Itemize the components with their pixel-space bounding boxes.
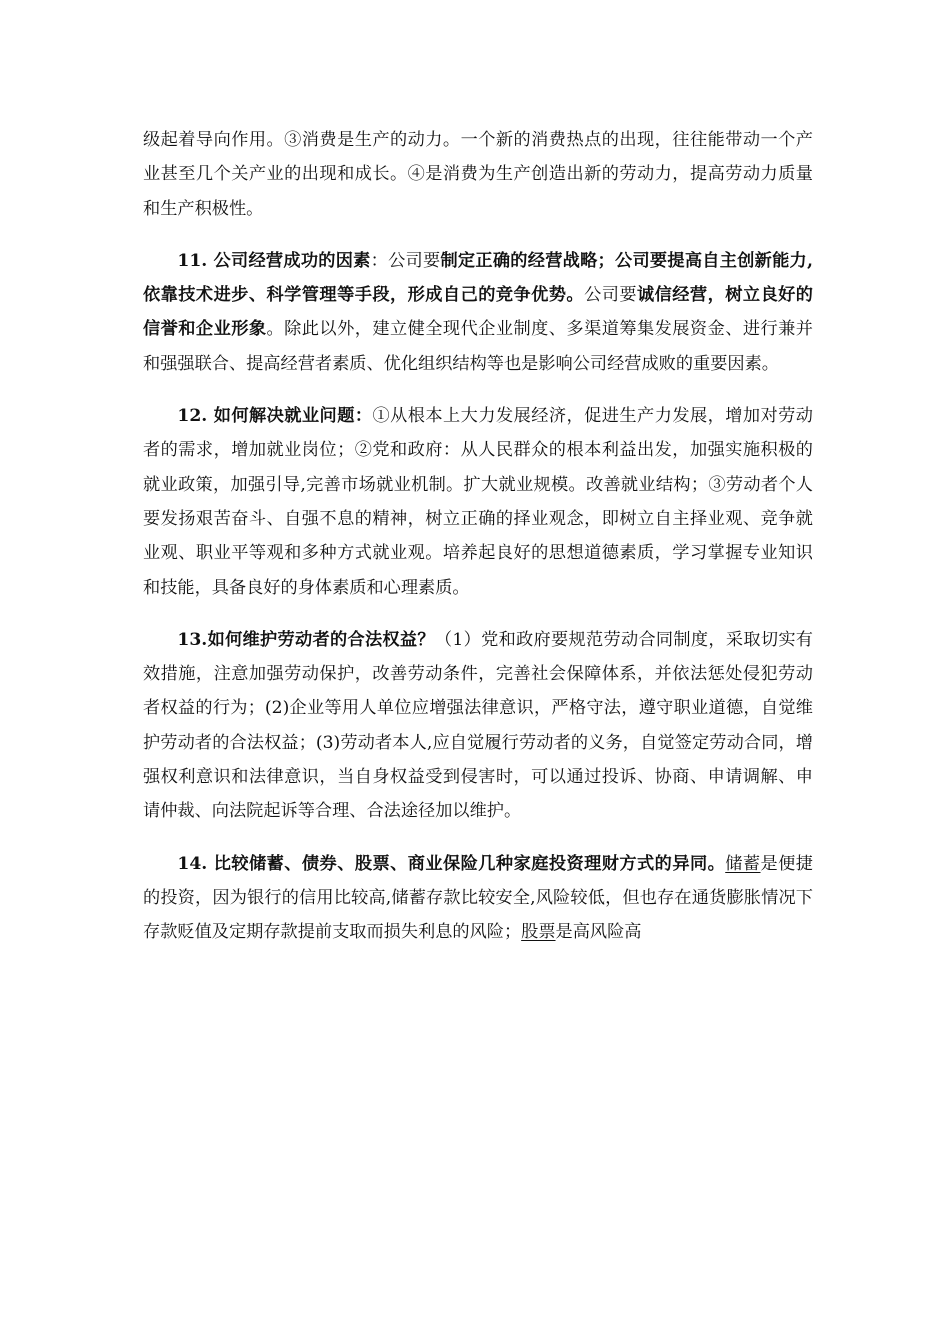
document-page	[143, 123, 813, 950]
body-text: 。除此以外，建立健全现代企业制度、多渠道筹集发展资金、进行兼并和强强联合、提高经营者素质、优化组织结构等也是影响公司经营成败的重要因素。	[143, 319, 813, 374]
body-text: 是高风险高	[555, 922, 642, 943]
body-text: ：公司要	[370, 250, 441, 271]
bold-text: 14. 比较储蓄、债券、股票、商业保险几种家庭投资理财方式的异同。	[177, 853, 726, 874]
paragraph	[143, 399, 813, 605]
underlined-term: 股票	[521, 922, 556, 943]
bold-text: 13.如何维护劳动者的合法权益？	[177, 629, 435, 650]
paragraph	[143, 123, 813, 226]
body-text: 级起着导向作用。③消费是生产的动力。一个新的消费热点的出现，往往能带动一个产业甚至几个关产业的出现和成长。④是消费为生产创造出新的劳动力，提高劳动力质量和生产积极性。	[143, 130, 813, 219]
body-text: 公司要	[584, 285, 637, 306]
bold-text: 11. 公司经营成功的因素	[177, 250, 371, 271]
paragraph	[143, 847, 813, 950]
paragraph	[143, 623, 813, 829]
body-text: 是便捷的投资，因为银行的信用比较高,储蓄存款比较安全,风险较低，但也存在通货膨胀情况下存款贬值及定期存款提前支取而损失利息的风险；	[143, 853, 813, 943]
paragraph	[143, 244, 813, 381]
body-text: ①从根本上大力发展经济，促进生产力发展，增加对劳动者的需求，增加就业岗位；②党和政府：从人民群众的根本利益出发，加强实施积极的就业政策，加强引导,完善市场就业机制。扩大就业规模。改善就业结构；③劳动者个人要发扬艰苦奋斗、自强不息的精神，树立正确的择业观念，即树立自主择业观、竞争就业观、职业平等观和多种方式就业观。培养起良好的思想道德素质，学习掌握专业知识和技能，具备良好的身体素质和心理素质。	[143, 406, 813, 598]
bold-text: 12. 如何解决就业问题：	[177, 406, 373, 427]
bold-text: 诚信经营，树立良好的信誉和企业形象	[143, 285, 813, 340]
bold-text: 制定正确的经营战略；公司要提高自主创新能力,依靠技术进步、科学管理等手段，形成自己的竞争优势。	[143, 250, 813, 306]
underlined-term: 储蓄	[725, 853, 761, 874]
body-text: （1）党和政府要规范劳动合同制度，采取切实有效措施，注意加强劳动保护，改善劳动条件，完善社会保障体系，并依法惩处侵犯劳动者权益的行为；(2)企业等用人单位应增强法律意识，严格守法，遵守职业道德，自觉维护劳动者的合法权益；(3)劳动者本人,应自觉履行劳动者的义务，自觉签定劳动合同，增强权利意识和法律意识，当自身权益受到侵害时，可以通过投诉、协商、申请调解、申请仲裁、向法院起诉等合理、合法途径加以维护。	[143, 629, 813, 822]
